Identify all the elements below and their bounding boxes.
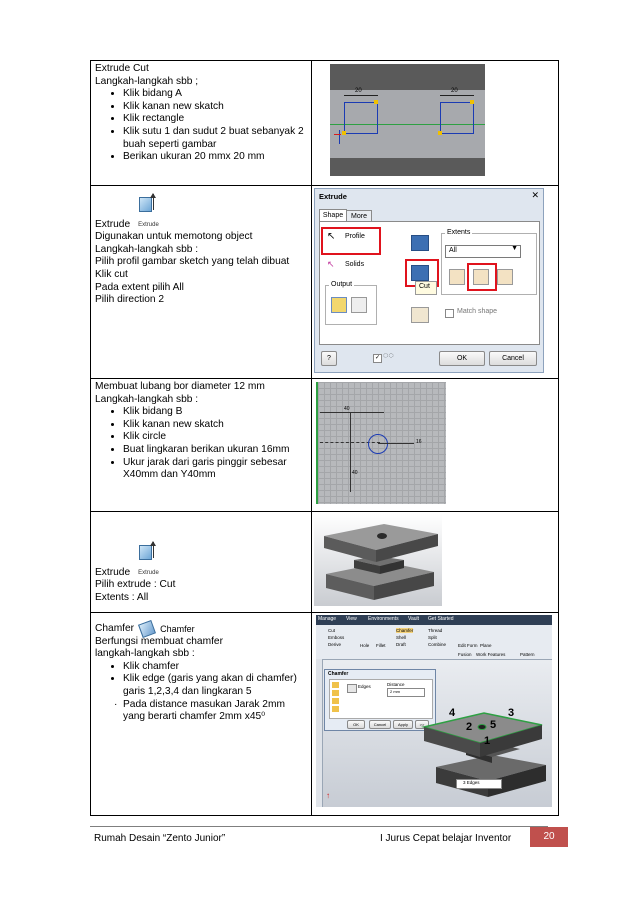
row2-line: Langkah-langkah sbb : (95, 243, 199, 255)
row2-figure (312, 186, 559, 379)
ribbon-chamfer[interactable]: Chamfer (396, 628, 414, 633)
chamfer-more-button[interactable]: >> (415, 720, 429, 729)
solids-label[interactable]: Solids (345, 261, 365, 268)
dimension-y: 40 (352, 470, 358, 476)
row3-steps (95, 406, 307, 482)
ribbon-tab-manage[interactable]: Manage (318, 616, 337, 622)
ribbon-split[interactable]: Split (428, 635, 437, 640)
list-item: • Buat lingkaran berikan ukuran 16mm (123, 444, 307, 457)
row1-steps (95, 88, 307, 164)
ribbon-work-features: Work Features (476, 652, 506, 657)
axis-triad-icon: ↑ (326, 791, 330, 800)
circle (368, 434, 388, 454)
row2-line: Pada extent pilih All (95, 281, 184, 293)
chamfer-cancel-button[interactable]: Cancel (369, 720, 391, 729)
row5-steps (95, 661, 307, 724)
tab-shape[interactable]: Shape (319, 209, 347, 222)
ribbon-combine[interactable]: Combine (428, 642, 447, 647)
chamfer-icon-caption: Chamfer (160, 624, 195, 634)
edge-number-3: 3 (508, 707, 515, 719)
chamfer-apply-button[interactable]: Apply (393, 720, 413, 729)
row4-figure (312, 512, 559, 613)
ribbon-tab-get-started[interactable]: Get Started (428, 616, 454, 622)
row1-text (91, 61, 312, 186)
chamfer-model (316, 615, 552, 807)
ribbon-thread[interactable]: Thread (428, 628, 443, 633)
output-label: Output (331, 281, 353, 288)
list-item: • Klik rectangle (123, 113, 307, 126)
sketch-rectangles-screenshot (330, 64, 485, 176)
ribbon-draft[interactable]: Draft (396, 642, 406, 647)
glasses-icon: ◌◌ (383, 350, 394, 360)
intersect-button[interactable] (411, 307, 429, 323)
row2-text (91, 186, 312, 379)
ribbon-tab-vault[interactable]: Vault (408, 616, 420, 622)
dimension-x: 40 (344, 406, 350, 412)
sketch-circle-screenshot (316, 382, 446, 504)
row4-line: Extents : All (95, 591, 149, 603)
ribbon-tab-environments[interactable]: Environments (368, 616, 399, 622)
cancel-button[interactable]: Cancel (489, 351, 537, 366)
row3-line: Langkah-langkah sbb : (95, 393, 199, 405)
rectangle-right (440, 102, 474, 134)
row5-line: langkah-langkah sbb : (95, 648, 195, 660)
ribbon-tab-view[interactable]: View (346, 616, 357, 622)
match-shape-checkbox[interactable] (445, 309, 454, 318)
row2-heading: Extrude (95, 218, 131, 230)
ribbon-hole[interactable]: Hole (360, 643, 370, 648)
dimension-right: 20 (451, 88, 458, 94)
row2-line: Pilih profil gambar sketch yang telah dibuat (95, 256, 290, 268)
tab-more[interactable]: More (346, 210, 372, 222)
row4-line: Pilih extrude : Cut (95, 579, 176, 591)
ribbon-edit-form[interactable]: Edit Form (458, 643, 478, 648)
page-footer (90, 826, 555, 849)
dimension-circle: 16 (416, 439, 422, 445)
cut-tooltip: Cut (419, 283, 430, 290)
page-number: 20 (530, 827, 568, 847)
list-item: • Klik bidang A (123, 88, 307, 101)
extents-label: Extents (447, 229, 471, 236)
footer-left: Rumah Desain “Zento Junior” (94, 833, 226, 844)
row-extrude-cut-all (91, 512, 559, 613)
edges-tooltip: 3 Edges (456, 779, 502, 789)
list-item: • Klik edge (garis yang akan di chamfer) garis 1,2,3,4 dan lingkaran 5 (123, 673, 307, 698)
ribbon-fusion: Fusion (458, 652, 472, 657)
ribbon-pattern: Pattern (520, 652, 535, 657)
row4-heading: Extrude (95, 566, 131, 578)
row5-line: Berfungsi membuat chamfer (95, 635, 223, 647)
edge-number-4: 4 (449, 707, 456, 719)
extrude-icon-caption: Extrude (138, 569, 159, 576)
edge-number-2: 2 (466, 721, 473, 733)
row-extrude-cut (91, 61, 559, 186)
edge-number-5: 5 (490, 719, 497, 731)
extrude-icon (136, 540, 158, 562)
row5-heading: Chamfer (95, 623, 135, 634)
row-chamfer (91, 613, 559, 816)
row4-text (91, 512, 312, 613)
output-solid-button[interactable] (331, 297, 347, 313)
ribbon-emboss[interactable]: Emboss (328, 635, 345, 640)
row5-text (91, 613, 312, 816)
chamfer-dialog-title: Chamfer (328, 671, 349, 677)
direction-1-button[interactable] (449, 269, 465, 285)
row1-heading: Extrude Cut (95, 63, 149, 74)
footer-right: I Jurus Cepat belajar Inventor (380, 833, 512, 844)
extrude-dialog (314, 188, 544, 373)
solids-icon[interactable]: ↖ (327, 259, 335, 269)
ok-button[interactable]: OK (439, 351, 485, 366)
ribbon-cut[interactable]: Cut (328, 628, 336, 633)
row1-figure (312, 61, 559, 186)
help-button[interactable]: ? (321, 351, 337, 366)
model-render (314, 514, 442, 606)
dialog-title: Extrude (319, 192, 347, 201)
extrude-icon (136, 192, 158, 214)
model-3d (314, 514, 442, 606)
row-drill-hole (91, 379, 559, 512)
row1-line: Langkah-langkah sbb ; (95, 75, 199, 87)
list-item: • Klik bidang B (123, 406, 307, 419)
row2-line: Pilih direction 2 (95, 294, 165, 306)
extrude-icon-caption: Extrude (138, 221, 159, 228)
content-table (90, 60, 559, 816)
direction-symmetric-button[interactable] (497, 269, 513, 285)
list-item: • Berikan ukuran 20 mmx 20 mm (123, 151, 307, 164)
row2-line: Klik cut (95, 268, 128, 280)
ribbon-shell[interactable]: Shell (396, 635, 407, 640)
dimension-left: 20 (355, 88, 362, 94)
list-item: • Klik kanan new skatch (123, 419, 307, 432)
list-item: • Klik kanan new skatch (123, 101, 307, 114)
output-surface-button[interactable] (351, 297, 367, 313)
list-item: • Klik chamfer (123, 661, 307, 674)
preview-checkbox[interactable]: ✓ (374, 355, 381, 361)
extents-select[interactable]: All ▼ (445, 245, 521, 258)
distance-label: Distance (387, 682, 405, 687)
row2-line: Digunakan untuk memotong object (95, 231, 253, 243)
ribbon-derive[interactable]: Derive (328, 642, 342, 647)
row-extrude-dialog (91, 186, 559, 379)
profile-label[interactable]: Profile (345, 233, 365, 240)
list-item: • Klik circle (123, 431, 307, 444)
profile-icon[interactable]: ↖ (327, 231, 336, 242)
row3-line: Membuat lubang bor diameter 12 mm (95, 381, 265, 392)
join-button[interactable] (411, 235, 429, 251)
row3-figure (312, 379, 559, 512)
chevron-down-icon: ▼ (511, 245, 518, 252)
match-shape-label: Match shape (457, 308, 498, 315)
edge-number-1: 1 (484, 735, 491, 747)
ribbon-plane[interactable]: Plane (480, 643, 492, 648)
list-item: • Klik sutu 1 dan sudut 2 buat sebanyak 2 buah seperti gambar (123, 126, 307, 151)
row3-text (91, 379, 312, 512)
rectangle-left (344, 102, 378, 134)
ribbon-fillet[interactable]: Fillet (376, 643, 386, 648)
list-item: · Pada distance masukan Jarak 2mm yang berarti chamfer 2mm x45⁰ (123, 699, 307, 724)
chamfer-screenshot (316, 615, 552, 807)
edges-label: Edges (358, 684, 371, 689)
close-icon[interactable]: ✕ (531, 190, 539, 200)
chamfer-ok-button[interactable]: OK (347, 720, 365, 729)
list-item: • Ukur jarak dari garis pinggir sebesar X40mm dan Y40mm (123, 457, 307, 482)
distance-input[interactable]: 2 mm (387, 688, 425, 697)
row5-figure (312, 613, 559, 816)
